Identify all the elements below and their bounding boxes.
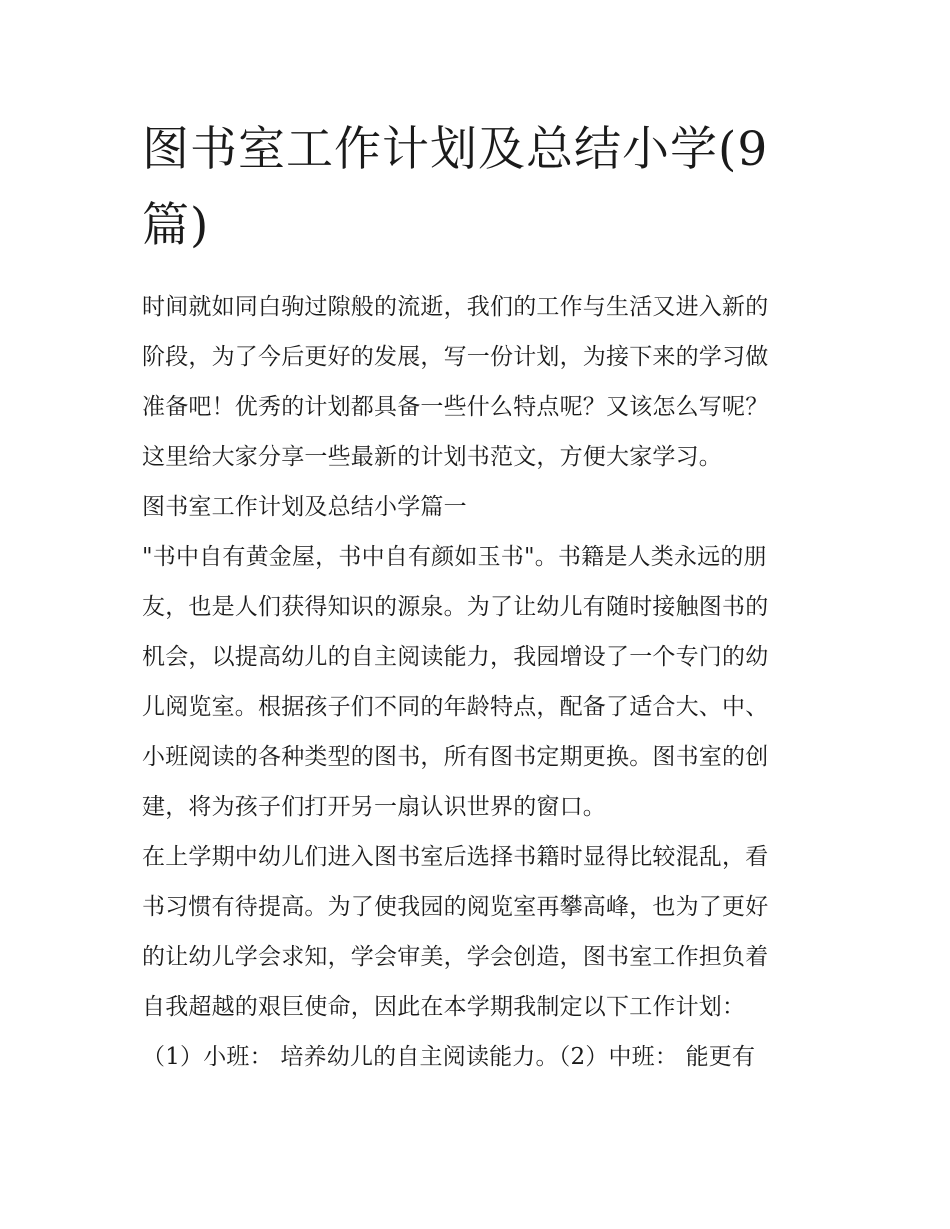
text-line: 这里给大家分享一些最新的计划书范文，方便大家学习。 xyxy=(142,444,722,470)
text-line: 机会，以提高幼儿的自主阅读能力，我园增设了一个专门的幼 xyxy=(142,644,769,670)
text-line: 建，将为孩子们打开另一扇认识世界的窗口。 xyxy=(142,794,606,820)
body-paragraph-2 xyxy=(142,832,822,1082)
section-heading xyxy=(142,482,822,532)
document-title xyxy=(142,112,822,264)
title-line-2: 篇) xyxy=(142,198,210,253)
text-line: 阶段，为了今后更好的发展，写一份计划，为接下来的学习做 xyxy=(142,344,769,370)
title-line-1: 图书室工作计划及总结小学(9 xyxy=(142,122,769,177)
document-page xyxy=(142,112,822,1082)
text-line: 友，也是人们获得知识的源泉。为了让幼儿有随时接触图书的 xyxy=(142,594,769,620)
text-line: 儿阅览室。根据孩子们不同的年龄特点，配备了适合大、中、 xyxy=(142,694,769,720)
text-line: 在上学期中幼儿们进入图书室后选择书籍时显得比较混乱，看 xyxy=(142,844,769,870)
text-line: 图书室工作计划及总结小学篇一 xyxy=(142,494,467,520)
text-line: "书中自有黄金屋，书中自有颜如玉书"。书籍是人类永远的朋 xyxy=(142,544,767,570)
text-line: （1）小班： 培养幼儿的自主阅读能力。（2）中班： 能更有 xyxy=(142,1044,756,1070)
text-line: 小班阅读的各种类型的图书，所有图书定期更换。图书室的创 xyxy=(142,744,769,770)
text-line: 准备吧！优秀的计划都具备一些什么特点呢？又该怎么写呢？ xyxy=(142,394,769,420)
text-line: 的让幼儿学会求知，学会审美，学会创造，图书室工作担负着 xyxy=(142,944,769,970)
intro-paragraph xyxy=(142,282,822,482)
text-line: 时间就如同白驹过隙般的流逝，我们的工作与生活又进入新的 xyxy=(142,294,769,320)
text-line: 自我超越的艰巨使命，因此在本学期我制定以下工作计划： xyxy=(142,994,746,1020)
body-paragraph-1 xyxy=(142,532,822,832)
text-line: 书习惯有待提高。为了使我园的阅览室再攀高峰，也为了更好 xyxy=(142,894,769,920)
